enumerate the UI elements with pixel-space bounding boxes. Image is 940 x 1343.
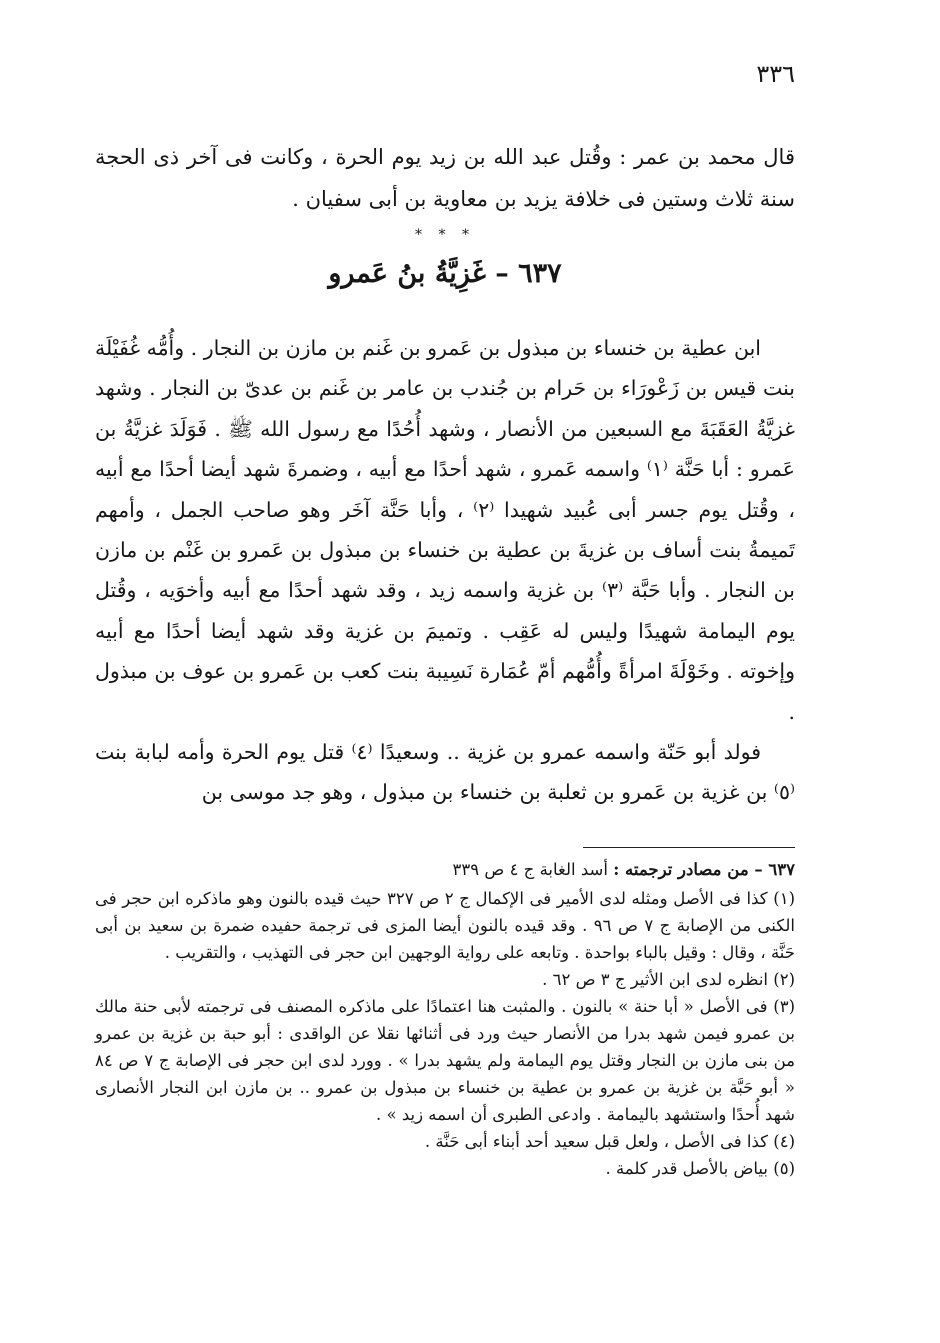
footnote-source-text: أسد الغابة ج ٤ ص ٣٣٩ [452, 860, 614, 879]
footnote-source [95, 856, 795, 883]
footnote-source-label: ٦٣٧ – من مصادر ترجمته : [613, 860, 795, 879]
footnotes-section [95, 856, 795, 1182]
body-paragraph-2: فولد أبو حَنّة واسمه عمرو بن غزية .. وسعيدًا ⁽٤⁾ قتل يوم الحرة وأمه لبابة بنت ⁽٥⁾ بن غزية بن عَمرو بن ثعلبة بن خنساء بن مبذول ، وهو جد موسى بن [95, 740, 795, 805]
footnote-4: (٤) كذا فى الأصل ، ولعل قبل سعيد أحد أبناء أبى حَنَّة . [424, 1132, 795, 1151]
page-number: ٣٣٦ [756, 60, 795, 88]
section-separator: * * * [415, 227, 475, 243]
body-paragraph-1: ابن عطية بن خنساء بن مبذول بن عَمرو بن غَنم بن مازن بن النجار . وأُمُّه غُفَيْلَة بنت قيس بن زَعْورَاء بن حَرام بن جُندب بن عامر بن غَنم بن عدىّ بن النجار . وشهد غزيَّةُ العَقَبَةَ مع السبعين من الأنصار ، وشهد أُحُدًا مع رسول الله ﷺ . فَوَلَدَ غزيَّةُ بن عَمرو : أبا حَنَّة ⁽١⁾ واسمه عَمرو ، شهد أحدًا مع أبيه ، وضمرةَ شهد أيضا أحدًا مع أبيه ، وقُتل يوم جسر أبى عُبيد شهيدا ⁽٢⁾ ، وأبا حَنَّة آخَر وهو صاحب الجمل ، وأمهم تَميمةُ بنت أساف بن غزيةَ بن عطية بن خنساء بن مبذول بن عَمرو بن غَنْم بن مازن بن النجار . وأبا حَبَّة ⁽٣⁾ بن غزية واسمه زيد ، وقد شهد أحدًا مع أبيه وأخوَيه ، وقُتل يوم اليمامة شهيدًا وليس له عَقِب . وتميمَ بن غزية وقد شهد أيضا أحدًا مع أبيه وإخوته . وخَوْلَةَ امرأةً وأُمُّهم أمّ عُمَارة نَسِيبة بنت كعب بن عَمرو بن عوف بن مبذول . [95, 336, 796, 724]
footnote-3: (٣) فى الأصل « أبا حنة » بالنون . والمثبت هنا اعتمادًا على ماذكره المصنف فى ترجمته لأبى حنة مالك بن عمرو فيمن شهد بدرا من الأنصار حيث ورد فى أثنائها نقلا عن الواقدى : أبو حبة بن غزية بن عمرو من بنى مازن بن النجار وقتل يوم اليمامة ولم يشهد بدرا » . وورد لدى ابن حجر فى الإصابة ج ٧ ص ٨٤ « أبو حَبَّة بن غزية بن عمرو بن عطية بن خنساء بن مبذول بن عمرو .. بن مازن ابن النجار الأنصارى شهد أُحدًا واستشهد باليمامة . وادعى الطبرى أن اسمه زيد » . [95, 997, 795, 1124]
footnote-1: (١) كذا فى الأصل ومثله لدى الأمير فى الإكمال ج ٢ ص ٣٢٧ حيث قيده بالنون وهو ماذكره ابن حجر فى الكنى من الإصابة ج ٧ ص ٩٦ . وقد قيده بالنون أيضا المزى فى ترجمة حفيده ضمرة بن سعيد بن أبى حَنَّة ، وقال : وقيل بالباء بواحدة . وتابعه على رواية الوجهين ابن حجر فى التهذيب ، والتقريب . [95, 889, 796, 962]
intro-paragraph: قال محمد بن عمر : وقُتل عبد الله بن زيد يوم الحرة ، وكانت فى آخر ذى الحجة سنة ثلاث وستين فى خلافة يزيد بن معاوية بن أبى سفيان . [95, 145, 795, 211]
entry-heading: ٦٣٧ – غَزِيَّةُ بنُ عَمرو [328, 258, 562, 289]
footnote-2: (٢) انظره لدى ابن الأثير ج ٣ ص ٦٢ . [542, 970, 795, 989]
footnote-5: (٥) بياض بالأصل قدر كلمة . [605, 1159, 795, 1178]
footnote-divider [583, 847, 795, 848]
entry-body [95, 328, 795, 813]
